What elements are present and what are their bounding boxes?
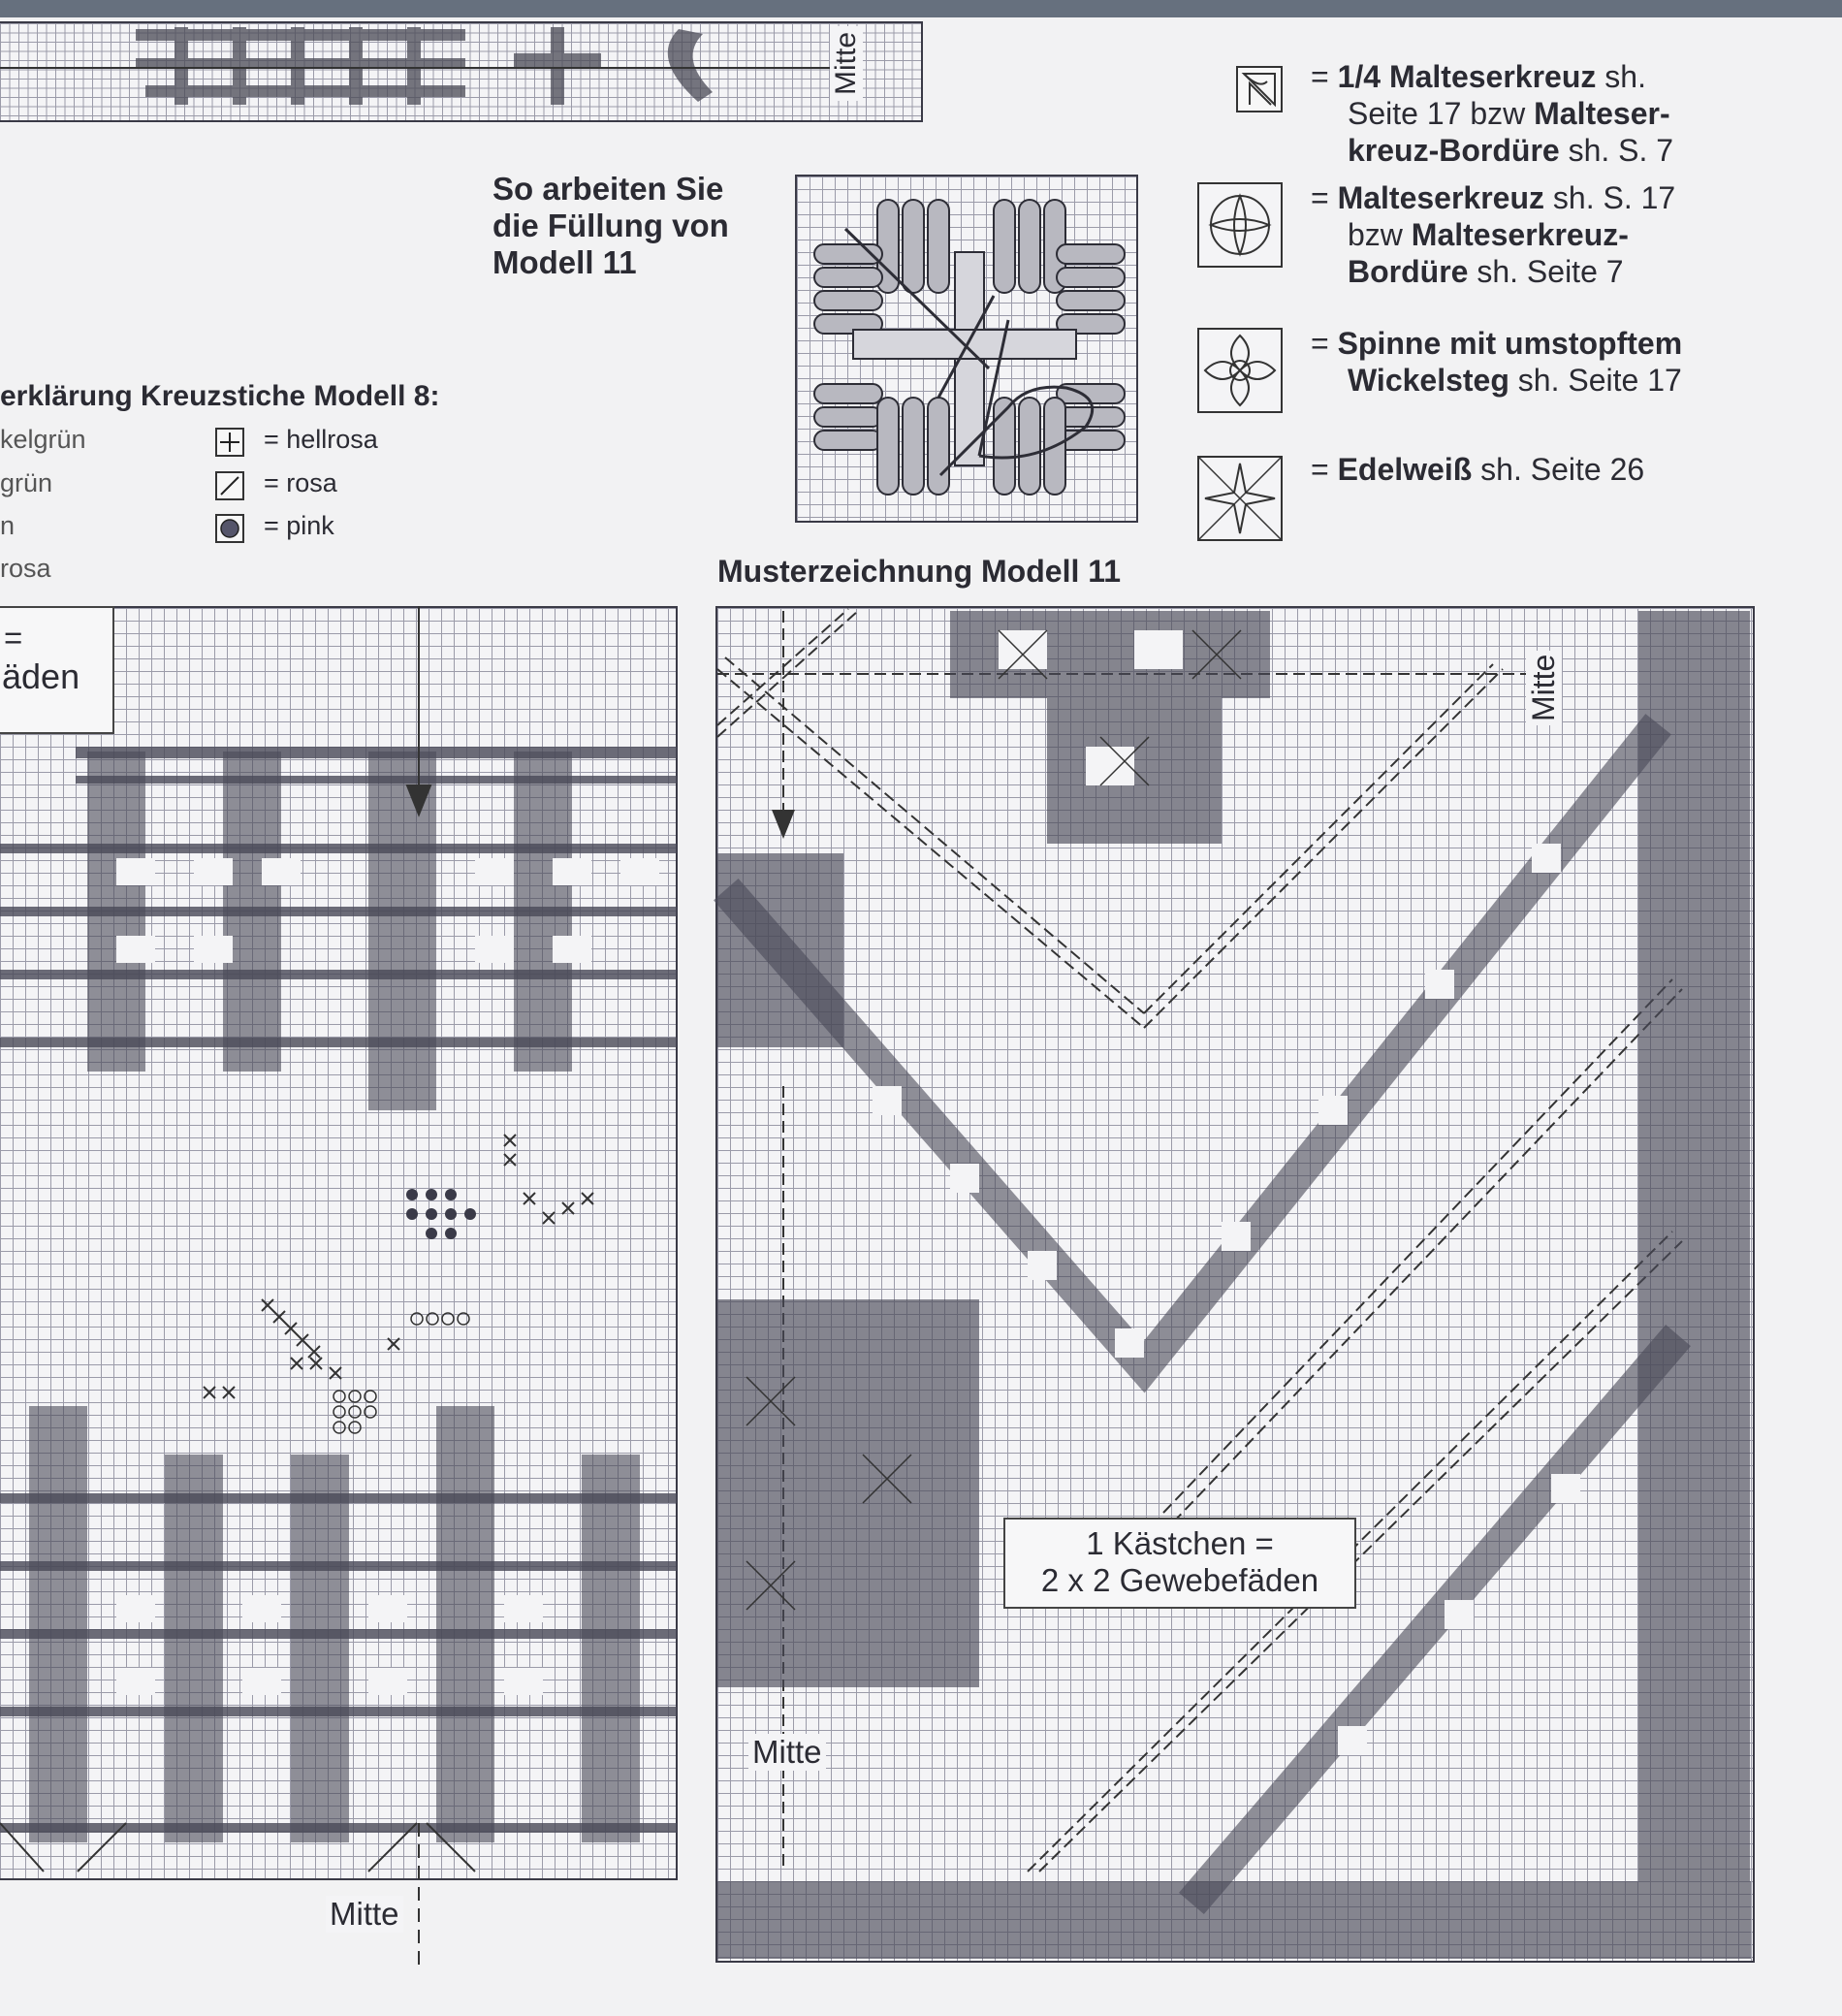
legend-color-1: kelgrün xyxy=(0,425,86,454)
right-scale-line-2: 2 x 2 Gewebefäden xyxy=(1040,1562,1319,1598)
legend-item-3: = pink xyxy=(264,511,334,540)
left-scale-line-2: äden xyxy=(2,656,80,696)
instruction-line-1: So arbeiten Sie xyxy=(492,171,724,207)
instruction-line-3: Modell 11 xyxy=(492,244,637,280)
top-mitte-label: Mitte xyxy=(830,26,863,101)
symbol-text-segment: sh. Seite 17 xyxy=(1509,363,1682,398)
right-scale-box xyxy=(1003,1518,1356,1609)
left-mitte-label: Mitte xyxy=(326,1896,403,1933)
symbol-text-segment: = xyxy=(1311,326,1338,361)
symbol-text-segment: Seite 17 bzw xyxy=(1348,96,1535,131)
symbol-text-segment: Malteserkreuz xyxy=(1337,180,1545,215)
symbol-text-segment: Malteserkreuz- xyxy=(1411,217,1629,252)
symbol-text-segment: = xyxy=(1311,59,1338,94)
symbol-text-segment: 1/4 Malteserkreuz xyxy=(1337,59,1597,94)
symbol-text-segment: Bordüre xyxy=(1348,254,1469,289)
symbol-text-segment: Malteser- xyxy=(1534,96,1670,131)
symbol-text-segment: sh. xyxy=(1596,59,1646,94)
symbol-text-segment: Wickelsteg xyxy=(1348,363,1509,398)
right-mitte-top-label: Mitte xyxy=(1526,651,1562,725)
legend-color-3: n xyxy=(0,511,16,540)
symbol-text-segment: Edelweiß xyxy=(1337,452,1473,487)
legend-item-1: = hellrosa xyxy=(264,425,378,454)
symbol-text-segment: sh. Seite 7 xyxy=(1468,254,1624,289)
right-scale-line-1: 1 Kästchen = xyxy=(1086,1525,1274,1561)
legend-title: erklärung Kreuzstiche Modell 8: xyxy=(0,380,440,412)
legend-item-2: = rosa xyxy=(264,468,337,497)
left-scale-line-1: = xyxy=(4,620,23,656)
symbol-text-segment: sh. Seite 26 xyxy=(1472,452,1645,487)
right-mitte-bottom-label: Mitte xyxy=(748,1734,826,1771)
symbol-text-segment: bzw xyxy=(1348,217,1412,252)
right-chart-title: Musterzeichnung Modell 11 xyxy=(717,554,1122,589)
symbol-text-segment: sh. S. 17 xyxy=(1544,180,1676,215)
instruction-line-2: die Füllung von xyxy=(492,208,729,243)
symbol-text-segment: sh. S. 7 xyxy=(1559,133,1674,168)
legend-color-2: grün xyxy=(0,468,53,497)
symbol-text-segment: kreuz-Bordüre xyxy=(1348,133,1560,168)
symbol-text-segment: = xyxy=(1311,180,1338,215)
symbol-text-segment: Spinne mit umstopftem xyxy=(1337,326,1683,361)
symbol-text-segment: = xyxy=(1311,452,1338,487)
legend-color-4: rosa xyxy=(0,554,51,583)
